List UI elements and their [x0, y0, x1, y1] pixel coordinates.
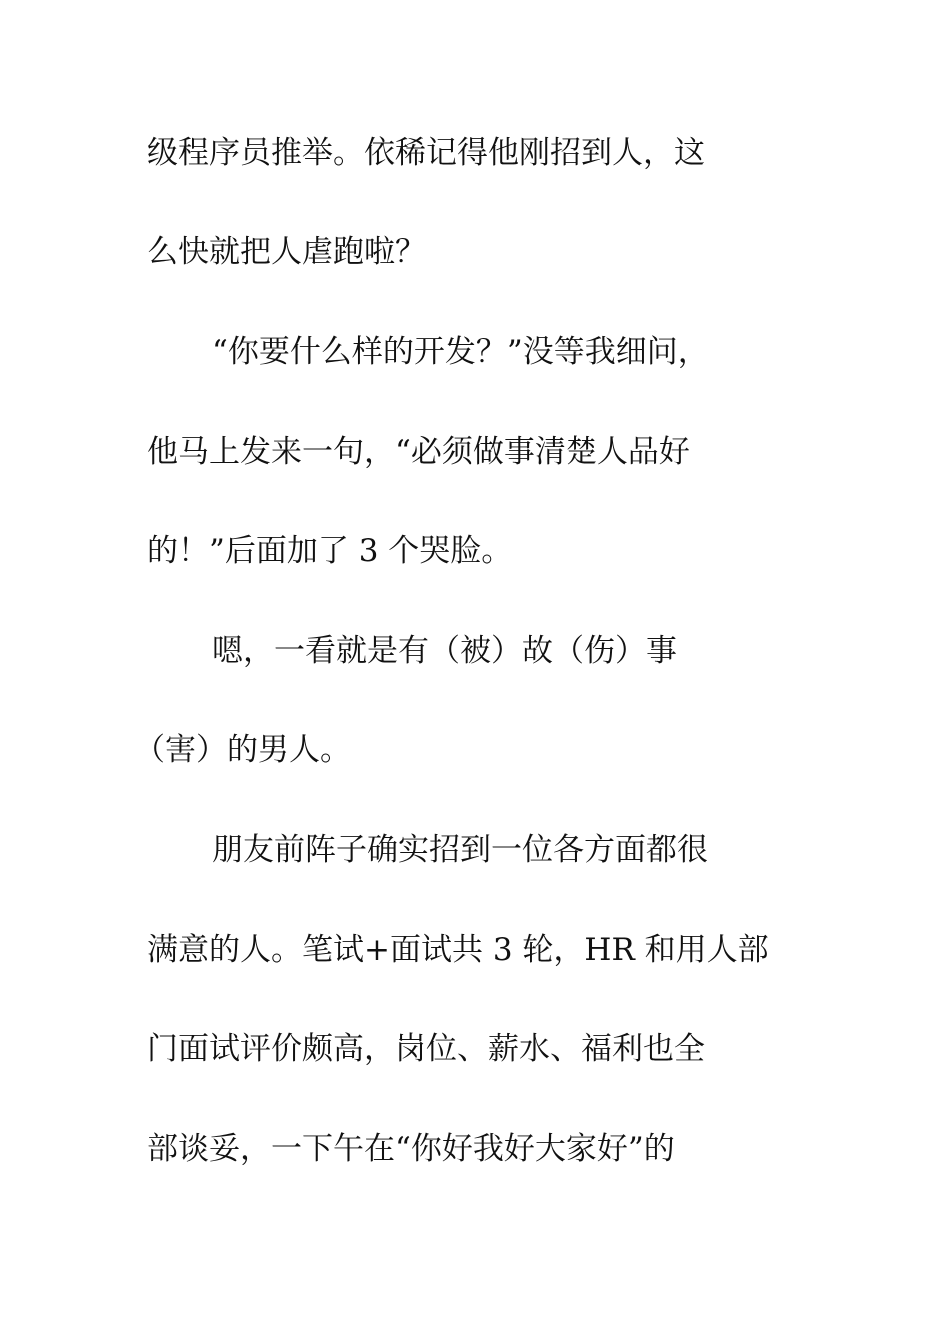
text-line-5: 的！”后面加了 3 个哭脸。 [147, 533, 513, 569]
text-line-10: 门面试评价颇高，岗位、薪水、福利也全 [147, 1031, 705, 1067]
text-line-8-paragraph-start: 朋友前阵子确实招到一位各方面都很 [212, 832, 708, 868]
text-line-4: 他马上发来一句，“必须做事清楚人品好 [147, 434, 690, 470]
text-line-9: 满意的人。笔试+面试共 3 轮，HR 和用人部 [147, 932, 769, 968]
text-line-6-paragraph-start: 嗯，一看就是有（被）故（伤）事 [212, 633, 677, 669]
text-line-1: 级程序员推举。依稀记得他刚招到人，这 [147, 135, 705, 171]
text-line-2: 么快就把人虐跑啦？ [147, 234, 426, 270]
text-line-11: 部谈妥，一下午在“你好我好大家好”的 [147, 1131, 675, 1167]
text-line-7: （害）的男人。 [134, 732, 351, 768]
text-line-3-paragraph-start: “你要什么样的开发？”没等我细问， [212, 334, 709, 370]
